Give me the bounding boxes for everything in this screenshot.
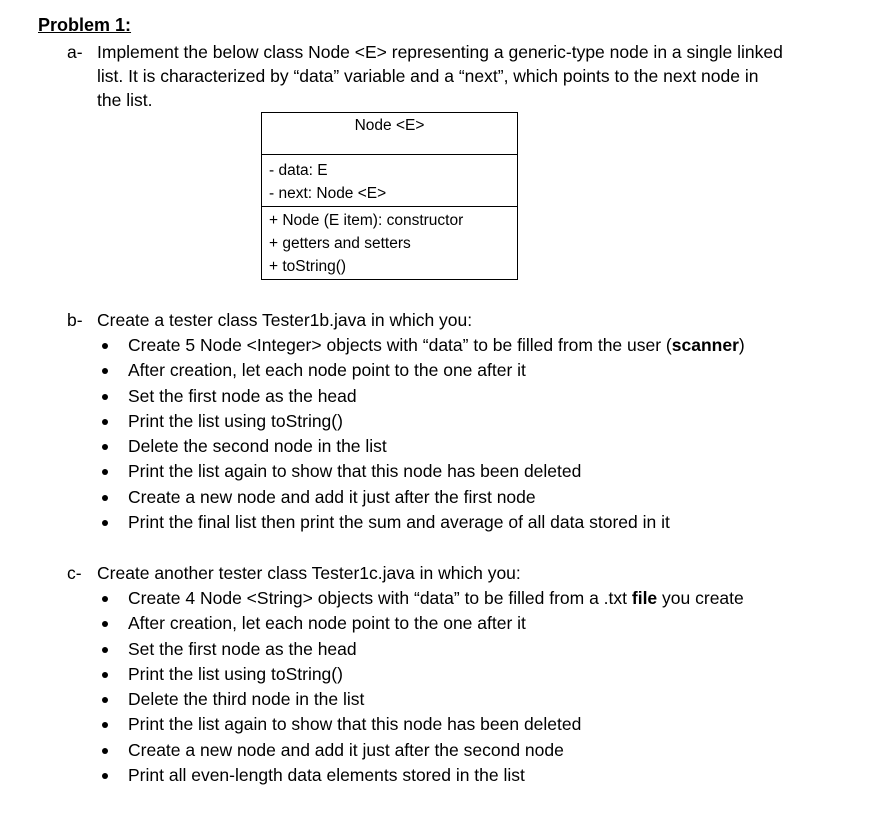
bullet-icon [102,748,108,754]
part-a-line: Implement the below class Node <E> representing a generic-type node in a single linked [97,42,783,62]
task-text: Print all even-length data elements stored in the list [128,765,525,786]
task-item [97,409,877,434]
task-text: Print the list using toString() [128,663,343,684]
problem-title: Problem 1: [38,15,132,35]
task-text: Print the final list then print the sum and average of all data stored in it [128,512,670,533]
task-text: After creation, let each node point to the one after it [128,613,526,634]
task-item [97,510,877,535]
task-text: Print the list again to show that this node has been deleted [128,461,582,482]
task-text: Print the list using toString() [128,410,343,431]
task-text: Set the first node as the head [128,638,357,659]
task-text: Create a new node and add it just after the first node [128,486,536,507]
part-c-intro: Create another tester class Tester1c.java in which you: [97,563,521,583]
bullet-icon [102,621,108,627]
bullet-icon [102,697,108,703]
task-text-suffix: ) [738,335,745,355]
task-item [97,712,877,737]
task-item [97,333,877,358]
bullet-icon [102,394,108,400]
part-b-intro: Create a tester class Tester1b.java in which you: [97,310,473,330]
task-text: After creation, let each node point to the one after it [128,360,526,381]
bullet-icon [102,343,108,349]
bullet-icon [102,469,108,475]
bullet-icon [102,444,108,450]
bullet-icon [102,419,108,425]
task-item [97,459,877,484]
bullet-icon [102,647,108,653]
part-a-line: the list. [97,90,153,110]
part-a-description [97,40,857,112]
task-text-suffix: you create [657,588,744,608]
part-a-line: list. It is characterized by “data” variable and a “next”, which points to the next node in [97,66,759,86]
task-text: Set the first node as the head [128,385,357,406]
part-c-task-list [97,586,877,788]
part-c-marker: c- [67,563,82,583]
uml-attributes [262,155,517,207]
task-item [97,434,877,459]
task-text: Create a new node and add it just after the second node [128,739,564,760]
task-item [97,611,877,636]
task-item [97,763,877,788]
task-item [97,738,877,763]
task-text: Delete the third node in the list [128,689,365,710]
uml-method: + getters and setters [269,235,411,252]
uml-attribute: - data: E [269,162,328,179]
task-item [97,358,877,383]
bullet-icon [102,368,108,374]
bullet-icon [102,773,108,779]
bullet-icon [102,722,108,728]
uml-method: + toString() [269,258,347,275]
part-b-task-list [97,333,877,535]
task-item [97,586,877,611]
task-text: Create 5 Node <Integer> objects with “data” to be filled from the user ( [128,335,672,355]
task-item [97,485,877,510]
task-emphasis: file [631,588,658,608]
uml-class-diagram [261,112,518,280]
task-item [97,662,877,687]
uml-methods [262,207,517,279]
task-item [97,687,877,712]
task-text: Create 4 Node <String> objects with “data” to be filled from a .txt [128,588,632,608]
part-b-marker: b- [67,310,83,330]
uml-method: + Node (E item): constructor [269,212,464,229]
uml-attribute: - next: Node <E> [269,185,387,202]
task-text: Delete the second node in the list [128,436,387,457]
bullet-icon [102,520,108,526]
part-a-marker: a- [67,42,83,62]
bullet-icon [102,672,108,678]
task-item [97,637,877,662]
bullet-icon [102,596,108,602]
bullet-icon [102,495,108,501]
task-item [97,384,877,409]
uml-class-name: Node <E> [262,113,517,155]
task-emphasis: scanner [671,335,739,355]
task-text: Print the list again to show that this node has been deleted [128,714,582,735]
